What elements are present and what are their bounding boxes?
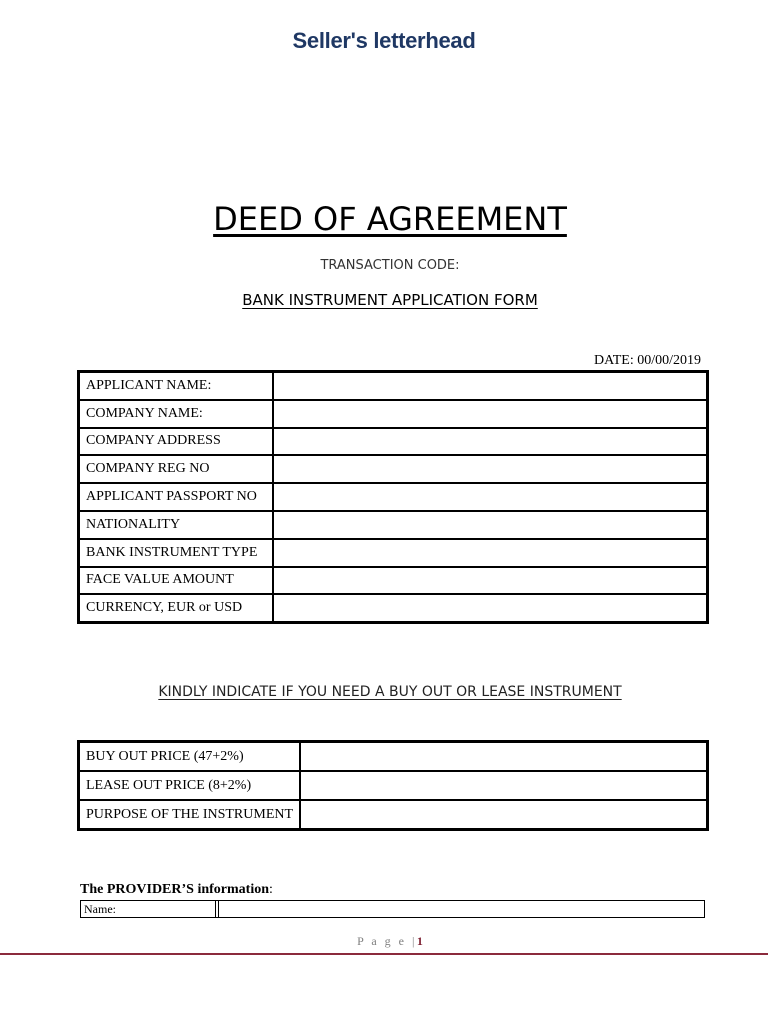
provider-heading-colon: : [269,882,273,897]
currency-field[interactable] [273,594,707,622]
passport-no-field[interactable] [273,483,707,511]
currency-label: CURRENCY, EUR or USD [79,594,273,622]
lease-out-price-field[interactable] [300,771,707,800]
provider-name-field[interactable] [219,901,705,918]
date-label: DATE: 00/00/2019 [594,353,701,368]
page-label: P a g e | [357,934,417,948]
table-row [79,483,707,511]
passport-no-label: APPLICANT PASSPORT NO [79,483,273,511]
table-row [79,511,707,539]
company-address-field[interactable] [273,428,707,456]
table-row [79,428,707,456]
face-value-label: FACE VALUE AMOUNT [79,567,273,595]
buy-or-lease-instruction: KINDLY INDICATE IF YOU NEED A BUY OUT OR LEASE INSTRUMENT [158,684,622,700]
provider-table [80,900,705,918]
applicant-table [77,370,709,624]
letterhead: Seller's letterhead [292,28,476,53]
buy-out-price-field[interactable] [300,742,707,771]
nationality-label: NATIONALITY [79,511,273,539]
nationality-field[interactable] [273,511,707,539]
instrument-type-field[interactable] [273,539,707,567]
form-subtitle: BANK INSTRUMENT APPLICATION FORM [242,291,538,309]
company-name-field[interactable] [273,400,707,428]
table-row [81,901,705,918]
table-row [79,539,707,567]
purpose-field[interactable] [300,800,707,829]
transaction-code-label: TRANSACTION CODE: [320,258,460,273]
table-row [79,771,707,800]
page-number: 1 [416,934,423,948]
face-value-field[interactable] [273,567,707,595]
purpose-label: PURPOSE OF THE INSTRUMENT [79,800,300,829]
buy-out-price-label: BUY OUT PRICE (47+2%) [79,742,300,771]
table-row [79,742,707,771]
provider-heading-text: The PROVIDER’S information [80,882,270,897]
instrument-type-label: BANK INSTRUMENT TYPE [79,539,273,567]
table-row [79,594,707,622]
table-row [79,800,707,829]
company-address-label: COMPANY ADDRESS [79,428,273,456]
page-footer [0,934,768,949]
provider-heading [80,882,273,898]
footer-rule [0,953,768,955]
provider-name-label: Name: [81,901,216,918]
applicant-name-label: APPLICANT NAME: [79,372,273,400]
table-row [79,567,707,595]
applicant-name-field[interactable] [273,372,707,400]
company-name-label: COMPANY NAME: [79,400,273,428]
lease-out-price-label: LEASE OUT PRICE (8+2%) [79,771,300,800]
table-row [79,400,707,428]
company-reg-no-label: COMPANY REG NO [79,455,273,483]
document-title: DEED OF AGREEMENT [213,200,567,238]
company-reg-no-field[interactable] [273,455,707,483]
table-row [79,455,707,483]
instrument-table [77,740,709,831]
table-row [79,372,707,400]
